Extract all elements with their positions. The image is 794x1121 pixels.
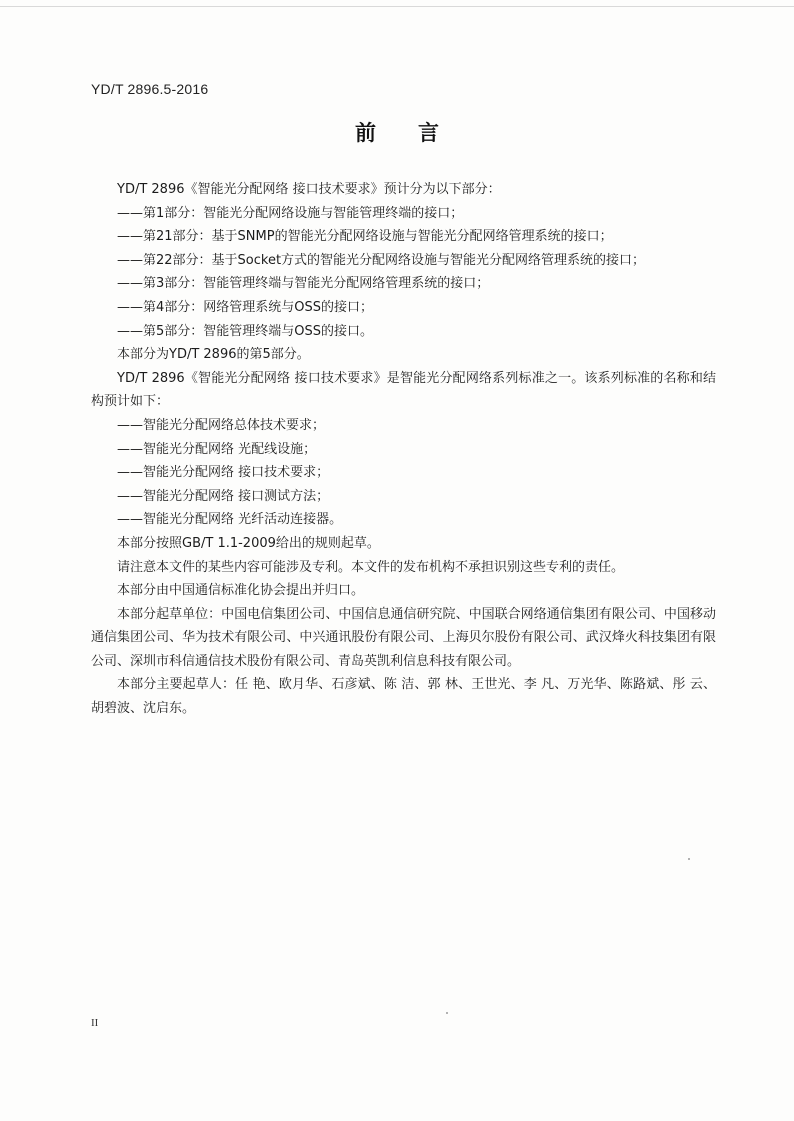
paragraph: YD/T 2896《智能光分配网络 接口技术要求》是智能光分配网络系列标准之一。该系列标准的名称和结构预计如下： — [91, 370, 716, 410]
list-item: ——第4部分：网络管理系统与OSS的接口； — [117, 299, 374, 315]
paragraph: 本部分由中国通信标准化协会提出并归口。 — [117, 583, 365, 599]
paragraph: 本部分按照GB/T 1.1-2009给出的规则起草。 — [117, 535, 380, 551]
paragraph: 本部分起草单位：中国电信集团公司、中国信息通信研究院、中国联合网络通信集团有限公司、中国移动通信集团公司、华为技术有限公司、中兴通讯股份有限公司、上海贝尔股份有限公司、武汉烽火科技集团有限公司、深圳市科信通信技术股份有限公司、青岛英凯利信息科技有限公司。 — [91, 606, 716, 669]
list-item: ——第1部分：智能光分配网络设施与智能管理终端的接口； — [117, 205, 464, 221]
scan-top-edge — [0, 0, 794, 7]
page-title — [0, 117, 794, 147]
list-item: ——第3部分：智能管理终端与智能光分配网络管理系统的接口； — [117, 276, 490, 292]
list-item: ——智能光分配网络 光配线设施； — [117, 441, 317, 457]
list-item: ——第5部分：智能管理终端与OSS的接口。 — [117, 323, 374, 339]
list-item: ——第22部分：基于Socket方式的智能光分配网络设施与智能光分配网络管理系统的接口； — [117, 252, 646, 268]
page-number: II — [91, 1017, 99, 1029]
list-item: ——第21部分：基于SNMP的智能光分配网络设施与智能光分配网络管理系统的接口； — [117, 229, 613, 245]
list-item: ——智能光分配网络总体技术要求； — [117, 417, 326, 433]
list-item: ——智能光分配网络 接口技术要求； — [117, 465, 330, 481]
paragraph: YD/T 2896《智能光分配网络 接口技术要求》预计分为以下部分： — [117, 182, 501, 197]
list-item: ——智能光分配网络 光纤活动连接器。 — [117, 512, 343, 528]
paragraph: 请注意本文件的某些内容可能涉及专利。本文件的发布机构不承担识别这些专利的责任。 — [117, 559, 625, 575]
paragraph: 本部分主要起草人：任 艳、欧月华、石彦斌、陈 洁、郭 林、王世光、李 凡、万光华、陈路斌、彤 云、胡碧波、沈启东。 — [91, 677, 716, 717]
paragraph: 本部分为YD/T 2896的第5部分。 — [117, 347, 310, 363]
list-item: ——智能光分配网络 接口测试方法； — [117, 488, 330, 504]
title-char-1: 前 — [355, 121, 376, 145]
foreword-body — [91, 178, 716, 721]
document-code: YD/T 2896.5-2016 — [91, 81, 209, 97]
title-char-2: 言 — [418, 121, 439, 145]
scan-speck — [688, 858, 690, 860]
scan-speck — [446, 1012, 448, 1014]
